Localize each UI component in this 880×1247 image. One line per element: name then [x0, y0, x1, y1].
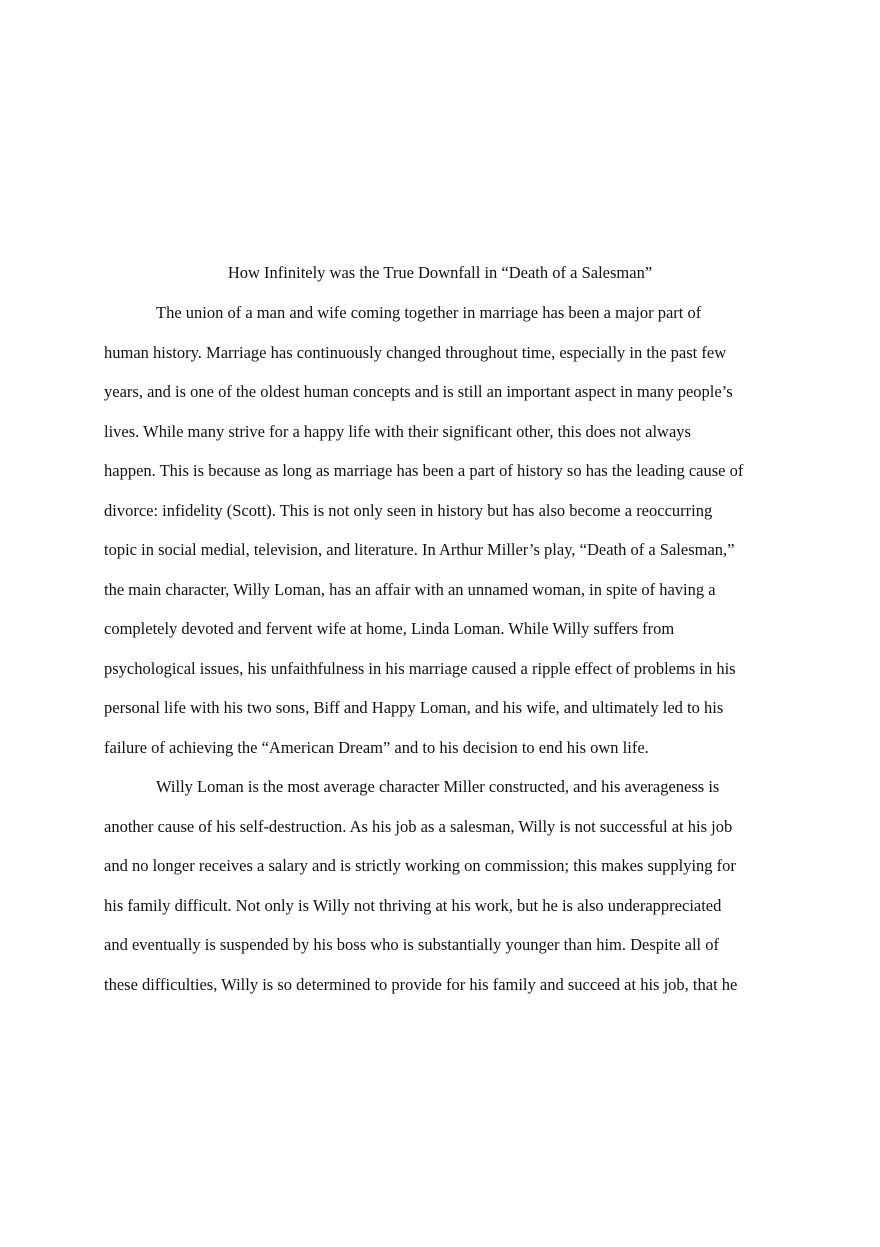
paragraph-1-line: years, and is one of the oldest human concepts and is still an important aspect in many people’s [104, 382, 733, 401]
document-body [104, 298, 780, 1009]
paragraph-2-line: Willy Loman is the most average character Miller constructed, and his averageness is [156, 777, 720, 796]
paragraph-1-line: the main character, Willy Loman, has an affair with an unnamed woman, in spite of having a [104, 579, 716, 599]
paragraph-2-line: these difficulties, Willy is so determined to provide for his family and succeed at his job, that he [104, 974, 738, 994]
paragraph-1-line: divorce: infidelity (Scott). This is not only seen in history but has also become a reoccurring [104, 500, 713, 520]
paragraph-2-line: and eventually is suspended by his boss who is substantially younger than him. Despite all of [104, 935, 720, 954]
paragraph-1-line: human history. Marriage has continuously changed throughout time, especially in the past few [104, 342, 727, 362]
document-title: How Infinitely was the True Downfall in “Death of a Salesman” [227, 263, 653, 282]
paragraph-1-line: personal life with his two sons, Biff and Happy Loman, and his wife, and ultimately led to his [104, 698, 724, 717]
paragraph-1-line: lives. While many strive for a happy life with their significant other, this does not always [104, 421, 691, 441]
paragraph-1-line: The union of a man and wife coming together in marriage has been a major part of [156, 303, 702, 322]
paragraph-1-line: completely devoted and fervent wife at home, Linda Loman. While Willy suffers from [104, 619, 675, 638]
paragraph-2-line: another cause of his self-destruction. As his job as a salesman, Willy is not successful at his job [104, 816, 733, 836]
paragraph-1-line: topic in social medial, television, and literature. In Arthur Miller’s play, “Death of a Salesman,” [104, 540, 735, 559]
paragraph-1-line: failure of achieving the “American Dream” and to his decision to end his own life. [104, 737, 649, 757]
paragraph-2-line: his family difficult. Not only is Willy not thriving at his work, but he is also underappreciated [104, 895, 722, 915]
paragraph-1-line: happen. This is because as long as marriage has been a part of history so has the leading cause of [104, 461, 744, 480]
paragraph-2-line: and no longer receives a salary and is strictly working on commission; this makes supplying for [104, 856, 736, 875]
paragraph-1-line: psychological issues, his unfaithfulness in his marriage caused a ripple effect of problems in his [104, 658, 736, 678]
